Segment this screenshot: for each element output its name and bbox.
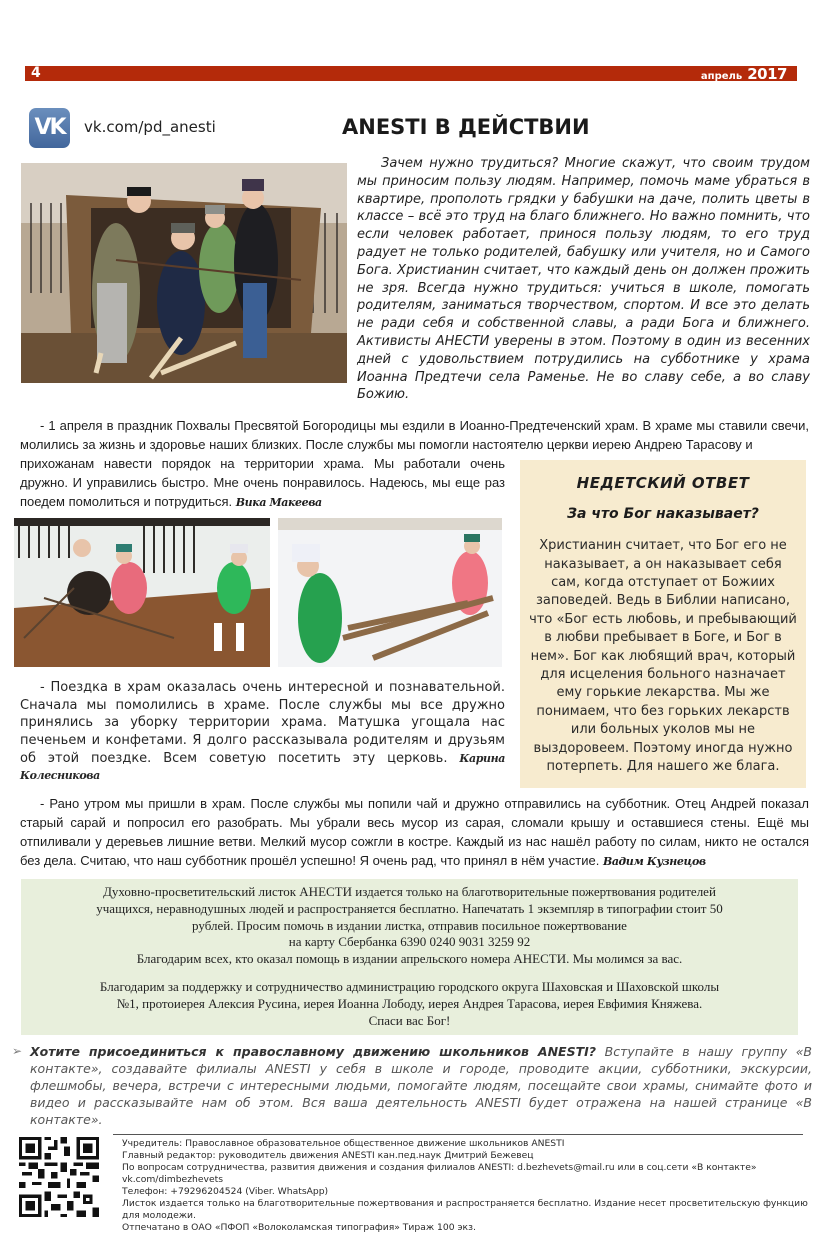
right-column	[520, 460, 806, 788]
photo-girls-carrying-boards-illustration	[278, 518, 502, 667]
imprint-editor: Главный редактор: руководитель движения ANESTI кан.пед.наук Дмитрий Бежевец	[122, 1150, 534, 1162]
qr-code-icon[interactable]	[19, 1137, 99, 1217]
answer-box	[520, 460, 806, 788]
story-1-signature: Вика Макеева	[235, 496, 322, 510]
join-text: Вступайте в нашу группу «В контакте», создавайте филиалы ANESTI у себя в школе и городе, проводите акции, субботники, экскурсии, флешмобы, вечера, встречи с интересными людьми, помогайте людям, посещайте свои храмы, снимайте фото и видео и рассказывайте нам об этом. Вся ваша деятельность ANESTI будет отражена на нашей странице «В контакте».	[30, 1044, 812, 1128]
donation-line: учащихся, неравнодушных людей и распространяется бесплатно. Напечатать 1 экземпляр в типографии стоит 50	[96, 901, 723, 917]
story-2-text: - Поездка в храм оказалась очень интересной и познавательной. Сначала мы помолились в храме. После службы мы все дружно принялись за уборку территории храма. Матушка угощала нас печеньем и конфетами. Я долго рассказывала родителям и друзьям об этой поездке. Всем советую посетить эту церковь.	[20, 680, 505, 766]
vk-icon[interactable]: VK	[29, 108, 70, 148]
donation-line: Благодарим всех, кто оказал помощь в издании апрельского номера АНЕСТИ. Мы молимся за вас.	[136, 950, 683, 966]
imprint-distribution: Листок издается только на благотворительные пожертвования и распространяется бесплатно. Издание несет просветительскую функцию для молодежи.	[122, 1198, 808, 1222]
answer-question: За что Бог наказывает?	[567, 506, 759, 523]
top-row	[0, 155, 840, 404]
page-number: 4	[31, 65, 41, 81]
brand-row	[0, 81, 840, 155]
photo-girls-clearing-branches-illustration	[14, 518, 270, 667]
header-bar	[25, 66, 797, 81]
story-1-full-width	[20, 416, 809, 454]
photo-girls-clearing-branches	[14, 518, 270, 667]
donation-gap	[27, 967, 792, 979]
page-title: ANESTI В ДЕЙСТВИИ	[342, 115, 590, 139]
middle-row	[0, 454, 840, 788]
story-2	[20, 679, 505, 785]
story-3-signature: Вадим Кузнецов	[602, 855, 706, 869]
imprint-contacts: По вопросам сотрудничества, развития движения и создания филиалов ANESTI: d.bezhevets@mail.ru или в соц.сети «В контакте» vk.com/dimbezhevets	[122, 1162, 757, 1186]
join-call	[12, 1043, 812, 1128]
donation-line: №1, протоиерея Алексия Русина, иерея Иоанна Лободу, иерея Андрея Тарасова, иерея Евфимия Княжева.	[116, 996, 703, 1011]
footer	[0, 1134, 840, 1234]
photo-row	[14, 518, 509, 667]
donation-line: Спаси вас Бог!	[368, 1012, 451, 1028]
story-1-text-a: - 1 апреля в праздник Похвалы Пресвятой Богородицы мы ездили в Иоанно-Предтеченский храм. В храме мы ставили свечи, молились за жизнь и здоровье наших близких. После службы мы помогли настоятелю церкви иерею Андрею Тарасову и	[20, 418, 809, 453]
donation-line: Благодарим за поддержку и сотрудничество администрацию городского округа Шаховская и Шаховской школы	[99, 979, 720, 995]
donation-line: рублей. Просим помочь в издании листка, отправив посильное пожертвование	[192, 917, 627, 933]
answer-rubric: НЕДЕТСКИЙ ОТВЕТ	[576, 474, 750, 493]
story-3	[20, 794, 809, 871]
issue-month: апрель	[700, 71, 743, 82]
photo-boys-at-shed-illustration	[21, 163, 347, 383]
intro-paragraph: Зачем нужно трудиться? Многие скажут, что своим трудом мы приносим пользу людям. Например, помочь маме убраться в квартире, прополоть грядки у бабушки на даче, полить цветы в классе – всё это труд на благо ближнего. Но важно помнить, что если человек работает, принося пользу людям, то его труд радует не только родителей, бабушку или учителя, но и Самого Бога. Христианин считает, что каждый день он должен прожить не зря. Всегда нужно трудиться: учиться в школе, помогать родителям, заниматься творчеством, спортом. И все это делать не ради себя и собственной славы, а ради Бога и ближнего. Активисты АНЕСТИ уверены в этом. Поэтому в один из весенних дней с удовольствием потрудились на субботнике у храма Иоанна Предтечи села Раменье. Не во славу себе, а во славу Божию.	[357, 156, 810, 403]
donation-box	[21, 879, 798, 1035]
vk-group-link[interactable]: vk.com/pd_anesti	[84, 118, 216, 136]
story-3-text: - Рано утром мы пришли в храм. После службы мы попили чай и дружно отправились на субботник. Отец Андрей показал старый сарай и попросил его разобрать. Мы убрали весь мусор из сарая, сломали крышу и оставшиеся стены. Ещё мы отпиливали у деревьев лишние ветви. Мелкий мусор сожгли в костре. Каждый из нас нашёл работу по силам, никто не остался без дела. Считаю, что наш субботник прошёл успешно! Я очень рад, что принял в нём участие.	[20, 796, 809, 869]
issue-year: 2017	[747, 65, 787, 83]
left-column	[14, 454, 509, 785]
imprint-founder: Учредитель: Православное образовательное общественное движение школьников ANESTI	[122, 1138, 565, 1150]
join-lead: Хотите присоединиться к православному движению школьников ANESTI?	[30, 1044, 597, 1060]
footer-divider	[113, 1134, 803, 1135]
donation-line: Духовно-просветительский листок АНЕСТИ издается только на благотворительные пожертвования родителей	[103, 884, 716, 900]
story-1-text-b: прихожанам навести порядок на территории храма. Мы работали очень дружно. И управились быстро. Мне очень понравилось. Надеюсь, мы еще раз поедем помолиться и потрудиться.	[20, 456, 505, 510]
photo-boys-at-shed	[21, 163, 347, 383]
imprint	[122, 1138, 812, 1234]
photo-girls-carrying-boards	[278, 518, 502, 667]
story-2-signature: Карина Колесникова	[20, 751, 505, 783]
imprint-printing: Отпечатано в ОАО «ПФОП «Волоколамская типография» Тираж 100 экз.	[122, 1222, 476, 1234]
donation-card-number: на карту Сбербанка 6390 0240 9031 3259 92	[288, 934, 531, 950]
intro-text	[357, 155, 810, 404]
story-1-column	[20, 454, 505, 512]
answer-text: Христианин считает, что Бог его не наказывает, а он наказывает себя сам, когда отступает от Божиих заповедей. Ведь в Библии написано, что «Бог есть любовь, и пребывающий в любви пребывает в Боге, и Бог в нем». Бог как любящий врач, который для исцеления больного назначает ему горькие лекарства. Мы же понимаем, что без горьких лекарств или больных уколов мы не выздоровеем. Поэтому иногда нужно потерпеть. Для нашего же блага.	[529, 538, 797, 775]
arrow-bullet-icon: ➢	[12, 1044, 23, 1059]
imprint-phone: Телефон: +79296204524 (Viber. WhatsApp)	[122, 1186, 329, 1198]
